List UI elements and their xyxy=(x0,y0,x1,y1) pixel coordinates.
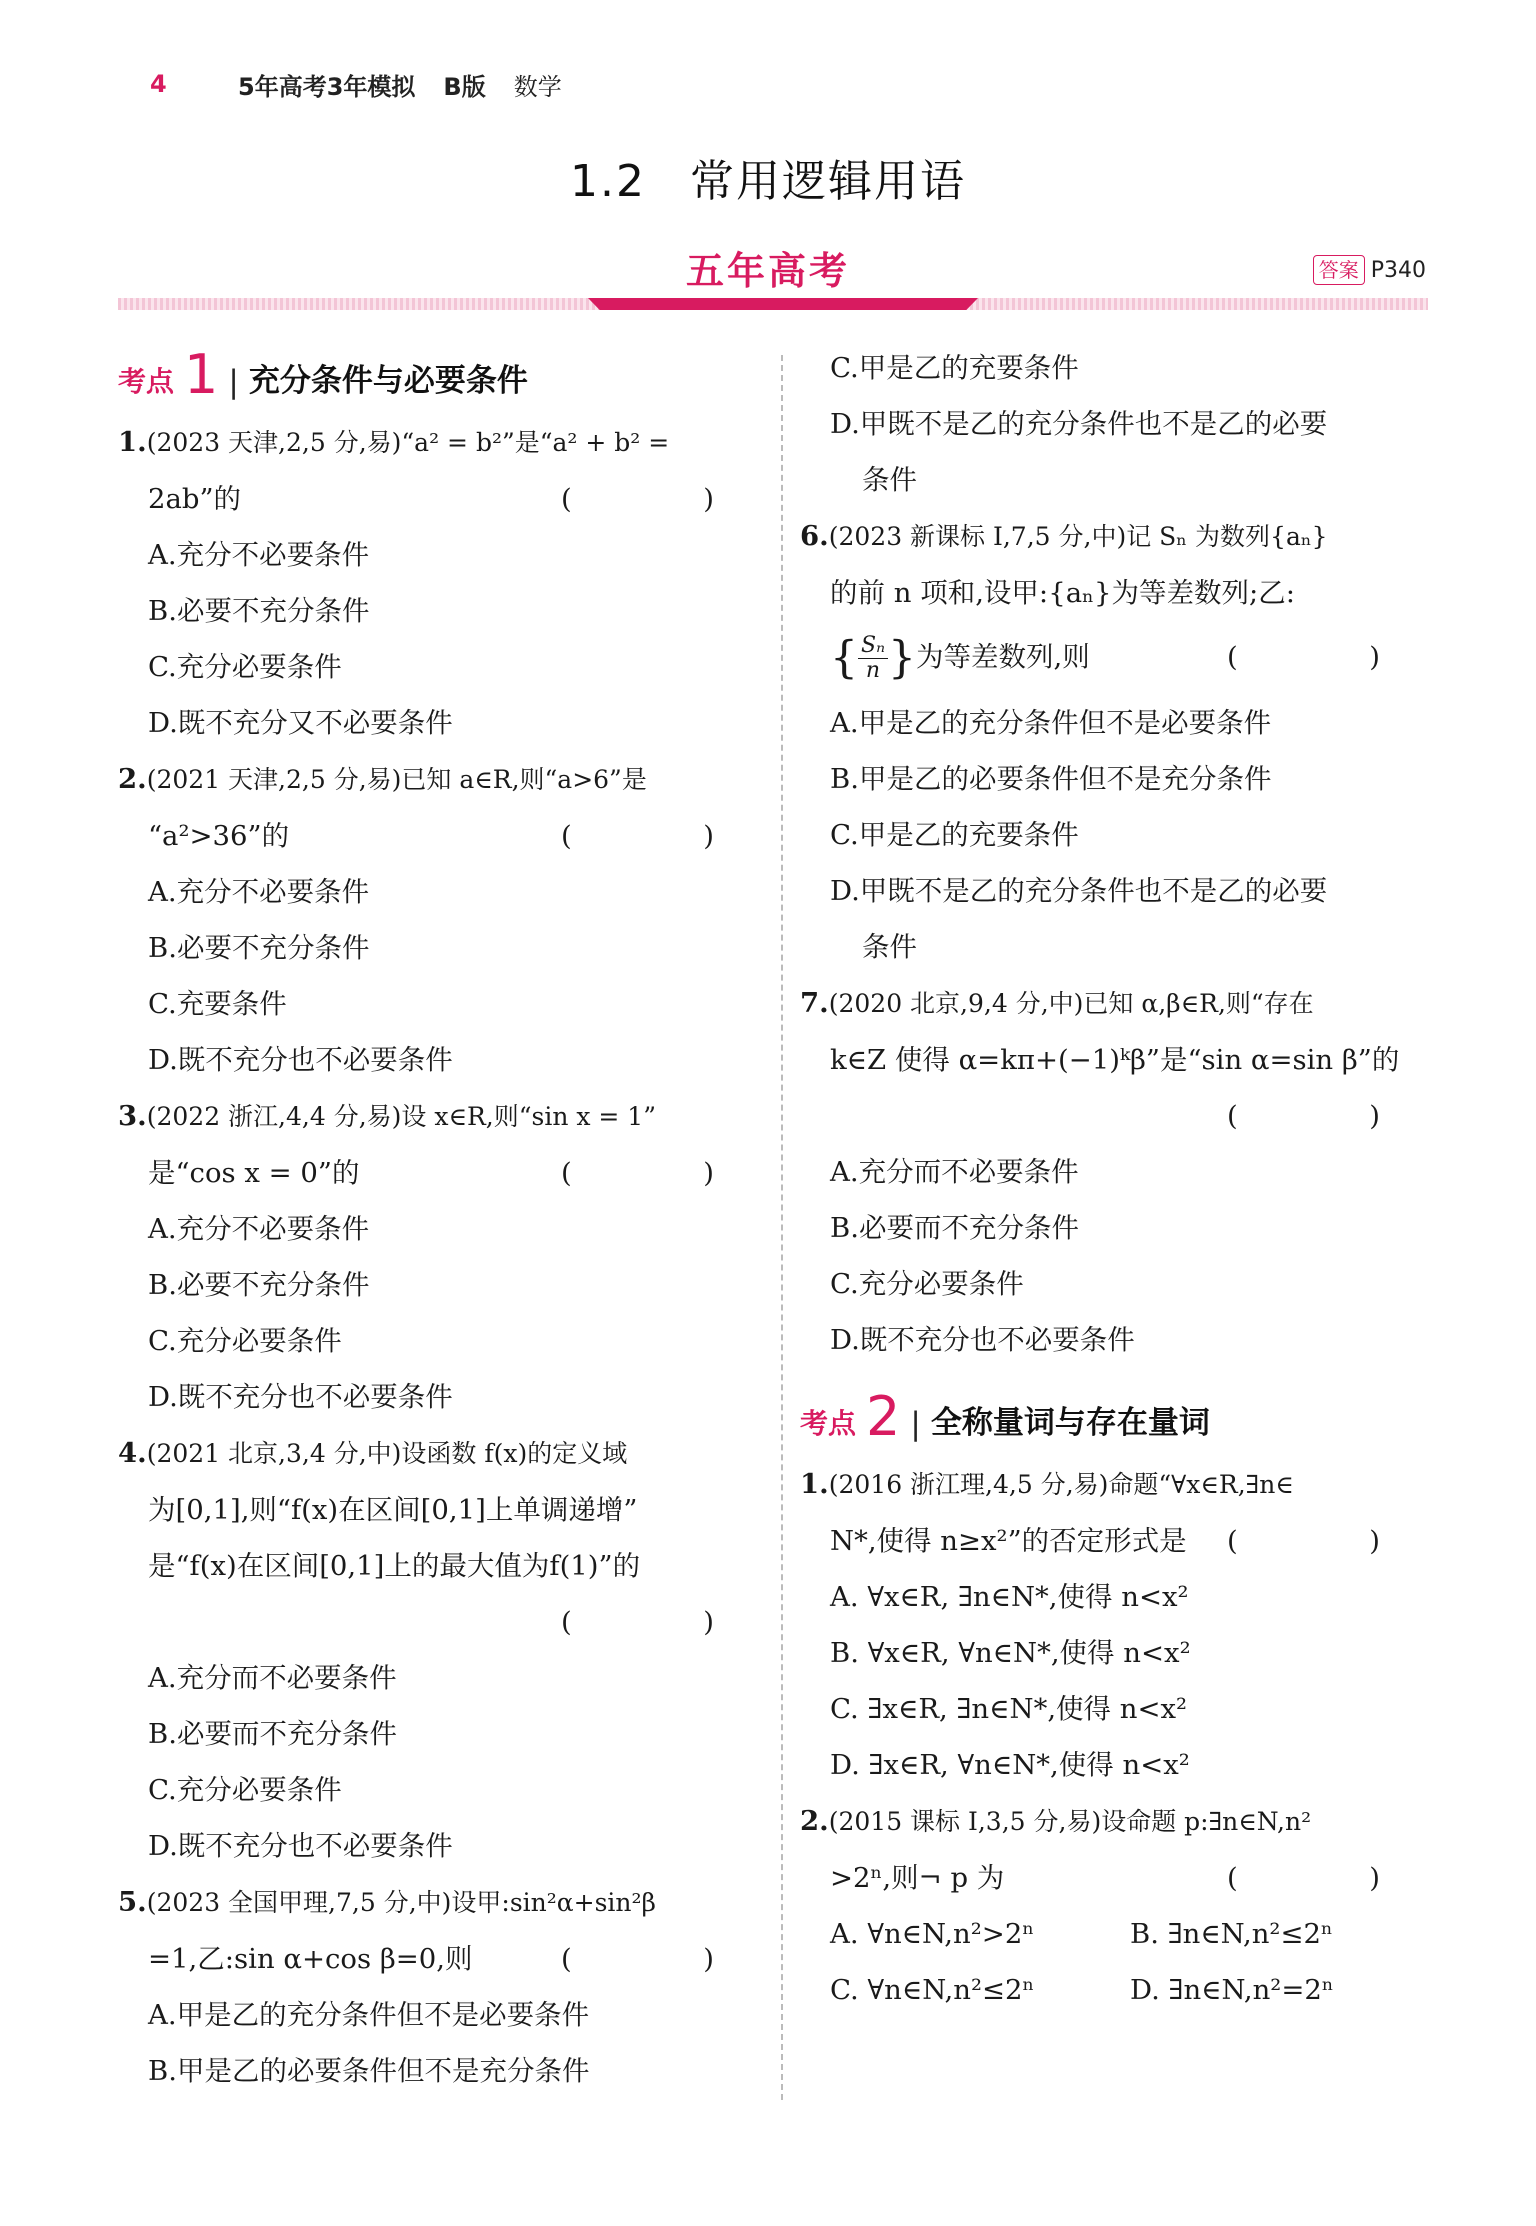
answer-blank: ( ) xyxy=(561,1157,766,1189)
question-number: 1. xyxy=(800,1467,829,1500)
section-bar: | xyxy=(910,1405,921,1442)
option-row xyxy=(800,1906,1432,1962)
question-text: N*,使得 n≥x²”的否定形式是 xyxy=(830,1524,1187,1557)
option-a: A.充分不必要条件 xyxy=(148,539,370,571)
question-text: (2020 北京,9,4 分,中)已知 α,β∈R,则“存在 xyxy=(828,988,1314,1018)
option-d: D.既不充分又不必要条件 xyxy=(148,707,453,739)
option-b: B.必要不充分条件 xyxy=(148,595,370,627)
question-6 xyxy=(800,508,1432,975)
question-stem xyxy=(800,1513,1432,1569)
question-text: (2021 北京,3,4 分,中)设函数 f(x)的定义域 xyxy=(146,1439,628,1468)
option-a: A. ∀x∈R, ∃n∈N*,使得 n<x² xyxy=(830,1580,1189,1613)
option-d: D.既不充分也不必要条件 xyxy=(830,1323,1135,1356)
question-stem xyxy=(800,1456,1432,1513)
question-4 xyxy=(118,1425,766,1874)
running-header xyxy=(150,64,562,104)
answer-blank: ( ) xyxy=(561,1943,766,1975)
question-stem xyxy=(118,1594,766,1650)
question-text: k∈Z 使得 α=kπ+(−1)ᵏβ”是“sin α=sin β”的 xyxy=(830,1043,1400,1076)
option-a: A.充分而不必要条件 xyxy=(830,1155,1079,1188)
option-a: A.甲是乙的充分条件但不是必要条件 xyxy=(148,1999,590,2031)
column-divider xyxy=(781,355,783,2100)
question-number: 2. xyxy=(118,763,147,795)
option-b: B. ∃n∈N,n²≤2ⁿ xyxy=(1130,1917,1333,1950)
question-5 xyxy=(118,1874,766,2099)
question-number: 7. xyxy=(800,986,829,1019)
option-d-continued: 条件 xyxy=(862,930,917,963)
question-text: (2022 浙江,4,4 分,易)设 x∈R,则“sin x = 1” xyxy=(146,1102,656,1131)
fraction xyxy=(858,634,888,683)
section-title: 常用逻辑用语 xyxy=(689,156,966,207)
option-c: C. ∃x∈R, ∃n∈N*,使得 n<x² xyxy=(830,1692,1188,1725)
question-text: 2ab”的 xyxy=(148,483,242,515)
question-1 xyxy=(118,414,766,751)
option-c: C.甲是乙的充要条件 xyxy=(830,818,1079,851)
question-text: (2023 新课标 Ⅰ,7,5 分,中)记 Sₙ 为数列{aₙ} xyxy=(828,522,1328,551)
option-b: B.必要不充分条件 xyxy=(148,932,370,964)
question-stem xyxy=(118,751,766,808)
option-d: D.甲既不是乙的充分条件也不是乙的必要 xyxy=(830,874,1328,907)
answer-blank: ( ) xyxy=(561,820,766,852)
section-bar: | xyxy=(228,364,239,400)
option-a: A.充分不必要条件 xyxy=(148,876,370,908)
option-b: B.甲是乙的必要条件但不是充分条件 xyxy=(830,762,1272,795)
option-a: A.充分而不必要条件 xyxy=(148,1662,397,1694)
answer-blank: ( ) xyxy=(1227,1861,1432,1894)
left-column xyxy=(118,340,766,2099)
banner-band xyxy=(118,298,1428,310)
option-d: D.甲既不是乙的充分条件也不是乙的必要 xyxy=(830,408,1328,440)
question-7 xyxy=(800,975,1432,1368)
question-text: (2021 天津,2,5 分,易)已知 a∈R,则“a>6”是 xyxy=(146,765,647,794)
option-b: B.必要而不充分条件 xyxy=(148,1718,397,1750)
option-b: B.必要不充分条件 xyxy=(148,1269,370,1301)
option-b: B.必要而不充分条件 xyxy=(830,1211,1079,1244)
section-number: 1.2 xyxy=(570,156,646,207)
option-a: A. ∀n∈N,n²>2ⁿ xyxy=(830,1917,1035,1950)
question-text: (2023 全国甲理,7,5 分,中)设甲:sin²α+sin²β xyxy=(146,1888,656,1917)
question-number: 5. xyxy=(118,1886,147,1918)
section-heading-text: 全称量词与存在量词 xyxy=(930,1404,1210,1441)
question-stem xyxy=(800,1850,1432,1906)
answer-blank: ( ) xyxy=(561,483,766,515)
question-stem xyxy=(118,1874,766,1931)
section-heading-text: 充分条件与必要条件 xyxy=(248,363,528,399)
question-3 xyxy=(118,1088,766,1425)
question-stem xyxy=(800,975,1432,1032)
question-text: “a²>36”的 xyxy=(148,820,290,852)
option-d: D. ∃n∈N,n²=2ⁿ xyxy=(1130,1973,1334,2006)
section-heading-1 xyxy=(118,343,766,406)
option-d: D.既不充分也不必要条件 xyxy=(148,1044,453,1076)
option-d-continued: 条件 xyxy=(862,464,917,496)
option-b: B.甲是乙的必要条件但不是充分条件 xyxy=(148,2055,590,2087)
option-b: B. ∀x∈R, ∀n∈N*,使得 n<x² xyxy=(830,1636,1191,1669)
section-heading-2 xyxy=(800,1384,1432,1448)
question-stem xyxy=(800,621,1432,695)
option-c: C.充分必要条件 xyxy=(148,1774,342,1806)
answer-blank: ( ) xyxy=(1227,1099,1432,1132)
option-a: A.充分不必要条件 xyxy=(148,1213,370,1245)
question-stem xyxy=(118,808,766,864)
page-number: 4 xyxy=(150,70,167,98)
section-prefix: 考点 xyxy=(800,1406,857,1440)
answer-reference xyxy=(1313,255,1426,285)
section-index: 1 xyxy=(184,343,219,406)
question-number: 4. xyxy=(118,1437,147,1469)
question-text: 的前 n 项和,设甲:{aₙ}为等差数列;乙: xyxy=(830,577,1296,609)
answer-blank: ( ) xyxy=(1227,641,1432,673)
right-column xyxy=(800,340,1432,2018)
question-text: (2016 浙江理,4,5 分,易)命题“∀x∈R,∃n∈ xyxy=(828,1469,1294,1499)
question-stem xyxy=(118,1088,766,1145)
question-stem xyxy=(800,1088,1432,1144)
option-row xyxy=(800,1962,1432,2018)
question-2 xyxy=(118,751,766,1088)
option-d: D.既不充分也不必要条件 xyxy=(148,1381,453,1413)
question-text: 为等差数列,则 xyxy=(916,641,1090,673)
banner-band-accent xyxy=(588,298,978,310)
question-stem xyxy=(800,1793,1432,1850)
section2-question-2 xyxy=(800,1793,1432,2018)
question-stem xyxy=(118,471,766,527)
option-c: C.充分必要条件 xyxy=(830,1267,1024,1300)
option-c: C.充要条件 xyxy=(148,988,287,1020)
question-stem xyxy=(118,1931,766,1987)
subject-label: 数学 xyxy=(513,72,562,101)
section2-question-1 xyxy=(800,1456,1432,1793)
option-c: C.甲是乙的充要条件 xyxy=(830,352,1079,384)
left-brace: { xyxy=(830,632,858,684)
book-title: 5年高考3年模拟 xyxy=(238,72,416,101)
fraction-numerator: Sₙ xyxy=(858,634,888,659)
question-number: 1. xyxy=(118,426,147,458)
answer-blank: ( ) xyxy=(561,1606,766,1638)
banner-title: 五年高考 xyxy=(685,249,850,293)
question-stem xyxy=(118,414,766,471)
question-text: 是“f(x)在区间[0,1]上的最大值为f(1)”的 xyxy=(148,1550,641,1582)
question-number: 3. xyxy=(118,1100,147,1132)
question-stem xyxy=(118,1425,766,1482)
option-c: C. ∀n∈N,n²≤2ⁿ xyxy=(830,1973,1035,2006)
section-prefix: 考点 xyxy=(118,365,175,398)
question-text: 是“cos x = 0”的 xyxy=(148,1157,360,1189)
option-c: C.充分必要条件 xyxy=(148,1325,342,1357)
option-a: A.甲是乙的充分条件但不是必要条件 xyxy=(830,706,1272,739)
question-number: 6. xyxy=(800,520,829,552)
answer-page: P340 xyxy=(1370,257,1426,283)
section-index: 2 xyxy=(866,1384,901,1448)
fraction-denominator: n xyxy=(865,658,881,683)
question-text: (2015 课标 Ⅰ,3,5 分,易)设命题 p:∃n∈N,n² xyxy=(828,1806,1312,1836)
question-number: 2. xyxy=(800,1804,829,1837)
option-d: D. ∃x∈R, ∀n∈N*,使得 n<x² xyxy=(830,1748,1190,1781)
question-text: =1,乙:sin α+cos β=0,则 xyxy=(148,1943,473,1975)
answer-tag: 答案 xyxy=(1313,255,1365,285)
edition-label: B版 xyxy=(443,72,486,101)
question-text: (2023 天津,2,5 分,易)“a² = b²”是“a² + b² = xyxy=(146,428,670,457)
answer-blank: ( ) xyxy=(1227,1524,1432,1557)
option-c: C.充分必要条件 xyxy=(148,651,342,683)
option-d: D.既不充分也不必要条件 xyxy=(148,1830,453,1862)
right-brace: } xyxy=(888,632,916,684)
question-5-continued xyxy=(800,340,1432,508)
question-text: >2ⁿ,则¬ p 为 xyxy=(830,1861,1005,1894)
question-text: 为[0,1],则“f(x)在区间[0,1]上单调递增” xyxy=(148,1494,638,1526)
question-stem xyxy=(118,1145,766,1201)
page-title xyxy=(0,145,1536,209)
question-stem xyxy=(800,508,1432,565)
